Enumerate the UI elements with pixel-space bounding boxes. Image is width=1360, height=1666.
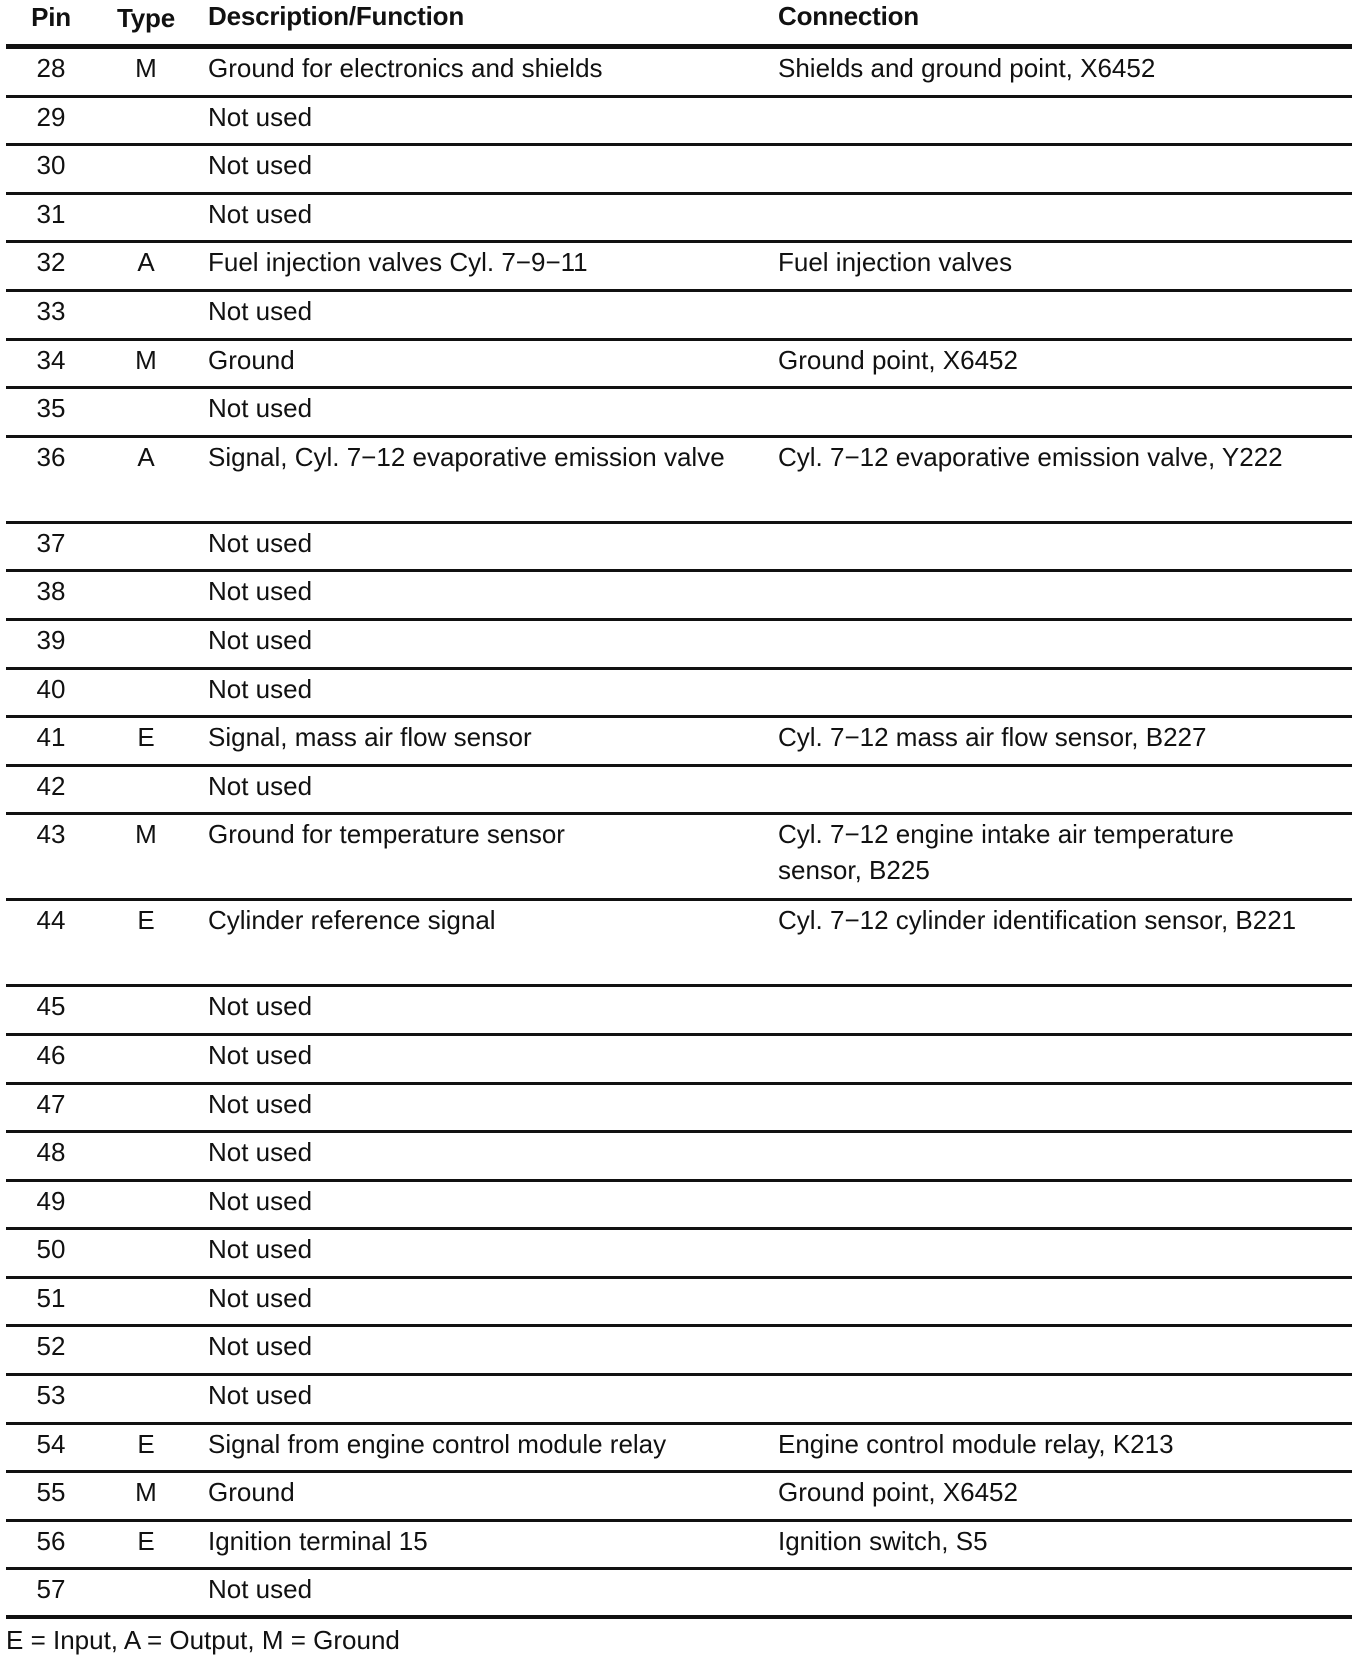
header-description: Description/Function xyxy=(208,1,465,31)
table-row xyxy=(6,524,1352,573)
type-cell: A xyxy=(137,441,155,472)
table-body xyxy=(6,49,1352,1619)
pin-cell: 28 xyxy=(36,53,66,83)
pin-cell: 49 xyxy=(36,1185,66,1216)
connection-cell xyxy=(770,146,1352,147)
table-row xyxy=(6,718,1352,767)
type-cell xyxy=(96,146,196,147)
description-cell: Signal, Cyl. 7−12 evaporative emission valve xyxy=(208,441,725,472)
pin-cell: 42 xyxy=(36,770,66,801)
type-cell xyxy=(96,572,196,573)
description-cell: Not used xyxy=(208,1282,313,1313)
type-cell xyxy=(96,98,196,99)
description-cell: Not used xyxy=(208,991,313,1022)
pin-cell: 44 xyxy=(36,905,66,936)
table-header xyxy=(6,0,1352,44)
pin-cell: 39 xyxy=(36,624,66,655)
description-cell: Not used xyxy=(208,576,313,607)
pin-cell: 47 xyxy=(36,1088,66,1119)
connection-cell xyxy=(770,1327,1352,1328)
pin-cell: 57 xyxy=(36,1574,66,1605)
description-cell: Not used xyxy=(208,527,313,558)
connection-cell xyxy=(770,670,1352,671)
type-cell xyxy=(96,1570,196,1571)
type-cell: M xyxy=(135,344,157,375)
pin-cell: 43 xyxy=(36,819,66,850)
table-row xyxy=(6,815,1352,901)
table-row xyxy=(6,341,1352,390)
type-cell xyxy=(96,1036,196,1037)
description-cell: Not used xyxy=(208,1574,313,1605)
type-cell xyxy=(96,195,196,196)
table-row xyxy=(6,243,1352,292)
description-cell: Ground xyxy=(208,1477,295,1508)
header-connection: Connection xyxy=(778,1,919,31)
description-cell: Ground for temperature sensor xyxy=(208,819,565,850)
description-cell: Ground xyxy=(208,344,295,375)
description-cell: Not used xyxy=(208,393,313,424)
pin-cell: 52 xyxy=(36,1331,66,1362)
type-cell: M xyxy=(135,1477,157,1508)
connection-cell xyxy=(770,195,1352,196)
pin-cell: 50 xyxy=(36,1234,66,1265)
connection-cell: Fuel injection valves xyxy=(778,247,1013,278)
type-cell: E xyxy=(137,722,155,753)
connection-cell xyxy=(770,987,1352,988)
pin-cell: 36 xyxy=(36,441,66,472)
pin-cell: 33 xyxy=(36,295,66,326)
table-row xyxy=(6,1376,1352,1425)
description-cell: Signal from engine control module relay xyxy=(208,1428,667,1459)
header-type: Type xyxy=(117,3,175,33)
table-row xyxy=(6,1425,1352,1474)
pin-cell: 53 xyxy=(36,1380,66,1411)
pin-cell: 55 xyxy=(36,1477,66,1508)
header-pin: Pin xyxy=(31,2,71,32)
description-cell: Signal, mass air flow sensor xyxy=(208,722,532,753)
table-row xyxy=(6,1522,1352,1571)
description-cell: Not used xyxy=(208,1185,313,1216)
connection-cell xyxy=(770,98,1352,99)
table-row xyxy=(6,389,1352,438)
table-row xyxy=(6,1182,1352,1231)
description-cell: Not used xyxy=(208,1088,313,1119)
description-cell: Not used xyxy=(208,1039,313,1070)
table-row xyxy=(6,572,1352,621)
connection-cell: Ignition switch, S5 xyxy=(778,1525,988,1556)
connection-cell xyxy=(770,1133,1352,1134)
pin-cell: 34 xyxy=(36,344,66,375)
description-cell: Not used xyxy=(208,1234,313,1265)
table-row xyxy=(6,1036,1352,1085)
pin-cell: 54 xyxy=(36,1428,66,1459)
connection-cell: Cyl. 7−12 mass air flow sensor, B227 xyxy=(778,722,1207,753)
connection-cell: Cyl. 7−12 engine intake air temperature sensor, B225 xyxy=(778,819,1234,886)
table-row xyxy=(6,146,1352,195)
type-cell xyxy=(96,987,196,988)
type-cell: E xyxy=(137,1428,155,1459)
table-row xyxy=(6,98,1352,147)
description-cell: Not used xyxy=(208,150,313,181)
connection-cell xyxy=(770,1182,1352,1183)
connection-cell xyxy=(770,292,1352,293)
connection-cell xyxy=(770,621,1352,622)
table-row xyxy=(6,438,1352,524)
pin-cell: 38 xyxy=(36,576,66,607)
type-cell xyxy=(96,524,196,525)
table-row xyxy=(6,1473,1352,1522)
connection-cell xyxy=(770,1085,1352,1086)
connection-cell xyxy=(770,1376,1352,1377)
table-row xyxy=(6,767,1352,816)
pin-cell: 37 xyxy=(36,527,66,558)
description-cell: Not used xyxy=(208,198,313,229)
pin-cell: 41 xyxy=(36,722,66,753)
type-cell xyxy=(96,621,196,622)
description-cell: Cylinder reference signal xyxy=(208,905,496,936)
connection-cell xyxy=(770,1570,1352,1571)
type-cell: E xyxy=(137,905,155,936)
connection-cell: Shields and ground point, X6452 xyxy=(778,53,1156,83)
table-row xyxy=(6,1570,1352,1619)
pin-cell: 31 xyxy=(36,198,66,229)
pin-cell: 35 xyxy=(36,393,66,424)
pin-cell: 46 xyxy=(36,1039,66,1070)
type-cell xyxy=(96,1279,196,1280)
pin-cell: 51 xyxy=(36,1282,66,1313)
description-cell: Not used xyxy=(208,295,313,326)
connection-cell xyxy=(770,389,1352,390)
type-cell xyxy=(96,1230,196,1231)
type-cell xyxy=(96,1085,196,1086)
connection-cell xyxy=(770,1036,1352,1037)
connection-cell: Ground point, X6452 xyxy=(778,344,1018,375)
connection-cell xyxy=(770,1279,1352,1280)
pin-cell: 40 xyxy=(36,673,66,704)
type-cell: A xyxy=(137,247,155,278)
type-cell xyxy=(96,1376,196,1377)
connection-cell: Engine control module relay, K213 xyxy=(778,1428,1174,1459)
table-row xyxy=(6,1085,1352,1134)
pin-cell: 56 xyxy=(36,1525,66,1556)
type-cell xyxy=(96,389,196,390)
pin-cell: 45 xyxy=(36,991,66,1022)
table-row xyxy=(6,1230,1352,1279)
type-cell: E xyxy=(137,1525,155,1556)
pin-assignment-table xyxy=(6,0,1352,1619)
table-row xyxy=(6,987,1352,1036)
table-row xyxy=(6,1327,1352,1376)
pin-cell: 32 xyxy=(36,247,66,278)
description-cell: Fuel injection valves Cyl. 7−9−11 xyxy=(208,247,588,278)
description-cell: Not used xyxy=(208,101,313,132)
type-cell xyxy=(96,670,196,671)
type-cell: M xyxy=(135,53,157,83)
table-row xyxy=(6,621,1352,670)
description-cell: Not used xyxy=(208,673,313,704)
pin-cell: 30 xyxy=(36,150,66,181)
table-row xyxy=(6,49,1352,98)
table-row xyxy=(6,292,1352,341)
type-cell xyxy=(96,1327,196,1328)
type-cell xyxy=(96,767,196,768)
table-row xyxy=(6,1133,1352,1182)
table-row xyxy=(6,195,1352,244)
connection-cell: Cyl. 7−12 cylinder identification sensor, B221 xyxy=(778,905,1297,936)
pin-cell: 29 xyxy=(36,101,66,132)
description-cell: Not used xyxy=(208,770,313,801)
connection-cell xyxy=(770,524,1352,525)
table-row xyxy=(6,901,1352,987)
connection-cell xyxy=(770,1230,1352,1231)
type-cell xyxy=(96,1182,196,1183)
type-legend-footnote: E = Input, A = Output, M = Ground xyxy=(6,1625,400,1655)
connection-cell xyxy=(770,767,1352,768)
description-cell: Not used xyxy=(208,1380,313,1411)
description-cell: Ignition terminal 15 xyxy=(208,1525,428,1556)
type-cell: M xyxy=(135,819,157,850)
description-cell: Not used xyxy=(208,1331,313,1362)
description-cell: Not used xyxy=(208,624,313,655)
connection-cell: Cyl. 7−12 evaporative emission valve, Y222 xyxy=(778,441,1283,472)
type-cell xyxy=(96,1133,196,1134)
description-cell: Ground for electronics and shields xyxy=(208,53,603,83)
connection-cell xyxy=(770,572,1352,573)
table-row xyxy=(6,670,1352,719)
type-cell xyxy=(96,292,196,293)
description-cell: Not used xyxy=(208,1137,313,1168)
table-row xyxy=(6,1279,1352,1328)
connection-cell: Ground point, X6452 xyxy=(778,1477,1018,1508)
pin-cell: 48 xyxy=(36,1137,66,1168)
